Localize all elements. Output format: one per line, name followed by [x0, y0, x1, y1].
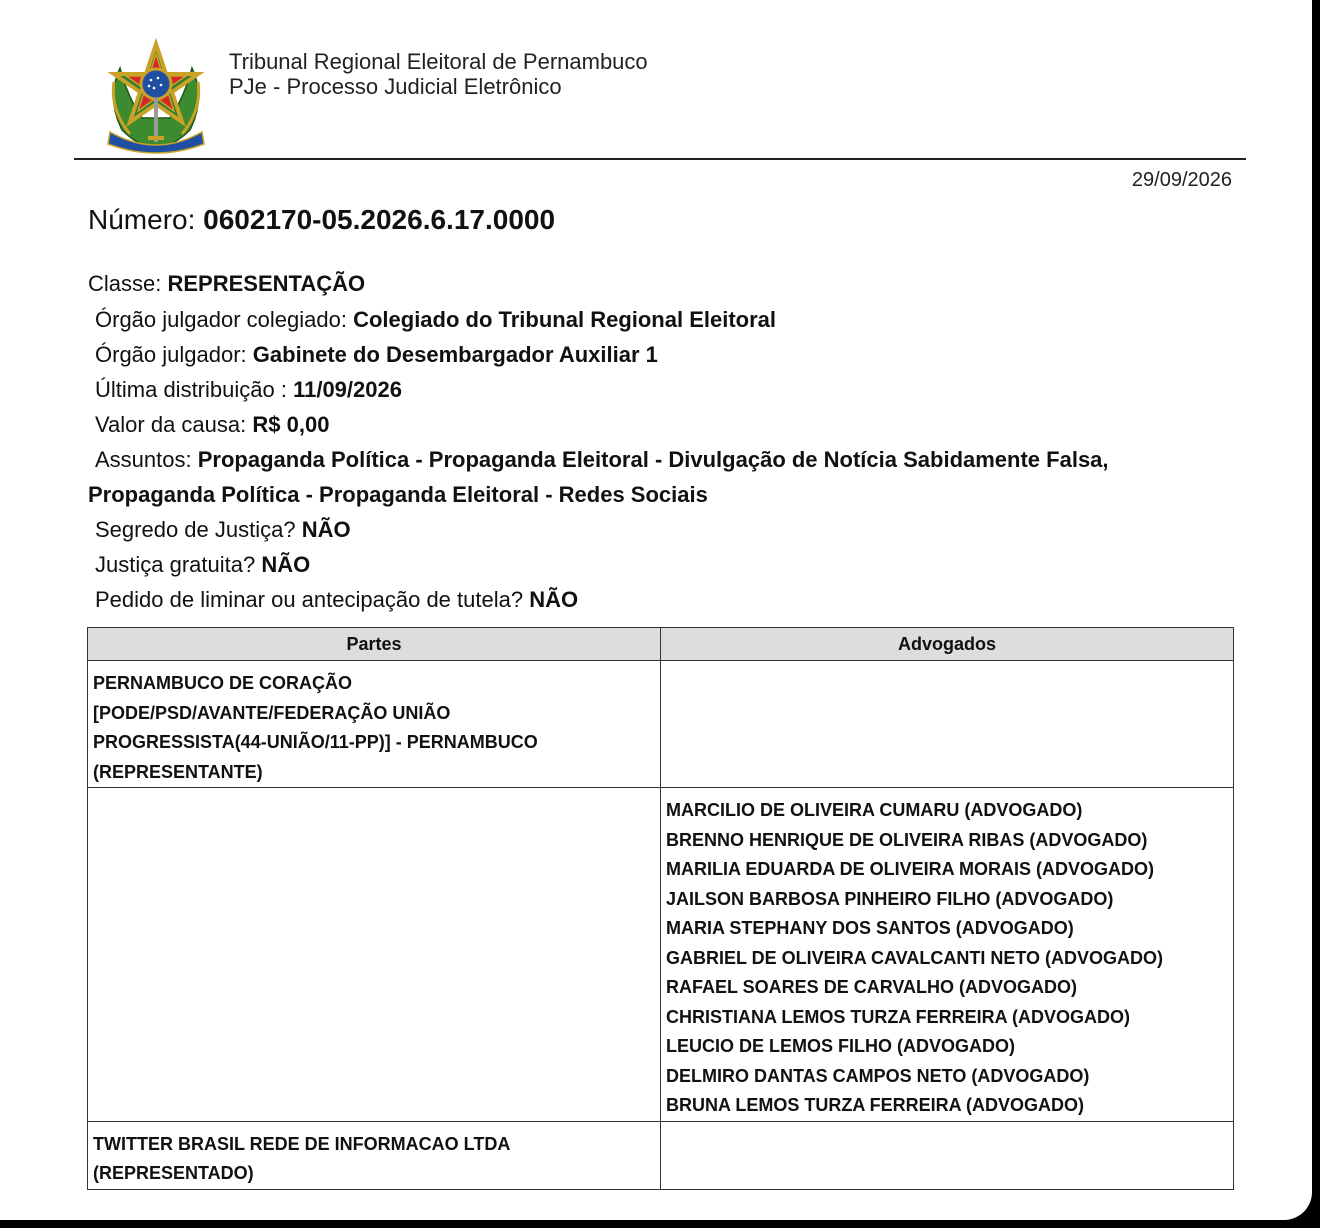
- valor-label: Valor da causa:: [95, 412, 247, 437]
- numero-label: Número:: [88, 204, 196, 235]
- header-divider: [74, 158, 1246, 160]
- table-row: [88, 1121, 1234, 1189]
- lawyer-cell: [661, 661, 1234, 788]
- orgao-colegiado-value: Colegiado do Tribunal Regional Eleitoral: [353, 307, 777, 332]
- lawyer-name: RAFAEL SOARES DE CARVALHO (ADVOGADO): [666, 977, 1078, 997]
- party-line: (REPRESENTADO): [93, 1163, 254, 1183]
- gratuita-label: Justiça gratuita?: [95, 552, 256, 577]
- orgao-field: [95, 342, 658, 368]
- segredo-label: Segredo de Justiça?: [95, 517, 296, 542]
- assuntos-value-line2: Propaganda Política - Propaganda Eleitoral - Redes Sociais: [88, 482, 708, 507]
- party-line: PERNAMBUCO DE CORAÇÃO: [93, 673, 353, 693]
- lawyer-name: MARCILIO DE OLIVEIRA CUMARU (ADVOGADO): [666, 800, 1083, 820]
- court-name: Tribunal Regional Eleitoral de Pernambuco: [229, 49, 648, 74]
- valor-value: R$ 0,00: [252, 412, 330, 437]
- assuntos-label: Assuntos:: [95, 447, 192, 472]
- brazil-coat-of-arms-icon: [100, 38, 212, 156]
- parties-table: [87, 627, 1234, 1190]
- process-number: [88, 204, 555, 236]
- lawyer-name: CHRISTIANA LEMOS TURZA FERREIRA (ADVOGADO): [666, 1006, 1130, 1027]
- system-name: PJe - Processo Judicial Eletrônico: [229, 74, 562, 99]
- header-advogados: Advogados: [661, 628, 1234, 661]
- segredo-value: NÃO: [301, 517, 351, 542]
- lawyer-name: LEUCIO DE LEMOS FILHO (ADVOGADO): [666, 1036, 1015, 1056]
- lawyer-name: GABRIEL DE OLIVEIRA CAVALCANTI NETO (ADVOGADO): [666, 947, 1164, 968]
- classe-value: REPRESENTAÇÃO: [167, 271, 366, 296]
- party-cell: [88, 788, 661, 1122]
- lawyer-name: BRENNO HENRIQUE DE OLIVEIRA RIBAS (ADVOGADO): [666, 829, 1148, 850]
- classe-label: Classe:: [88, 271, 162, 296]
- orgao-label: Órgão julgador:: [95, 342, 247, 367]
- numero-value: 0602170-05.2026.6.17.0000: [203, 204, 556, 235]
- lawyer-name: JAILSON BARBOSA PINHEIRO FILHO (ADVOGADO): [666, 888, 1114, 909]
- lawyer-name: MARIA STEPHANY DOS SANTOS (ADVOGADO): [666, 918, 1074, 938]
- liminar-field: [95, 587, 578, 613]
- lawyer-cell: [661, 1121, 1234, 1189]
- table-row: [88, 661, 1234, 788]
- orgao-value: Gabinete do Desembargador Auxiliar 1: [252, 342, 658, 367]
- orgao-colegiado-label: Órgão julgador colegiado:: [95, 307, 347, 332]
- assuntos-field: [95, 447, 1109, 473]
- party-line: (REPRESENTANTE): [93, 761, 263, 782]
- lawyer-name: BRUNA LEMOS TURZA FERREIRA (ADVOGADO): [666, 1095, 1084, 1115]
- segredo-field: [95, 517, 351, 543]
- header-partes: Partes: [88, 628, 661, 661]
- party-cell: [88, 1121, 661, 1189]
- valor-field: [95, 412, 329, 438]
- party-line: [PODE/PSD/AVANTE/FEDERAÇÃO UNIÃO: [93, 702, 451, 723]
- orgao-colegiado-field: [95, 307, 776, 333]
- table-header-row: [88, 628, 1234, 661]
- distribuicao-field: [95, 377, 402, 403]
- lawyer-name: DELMIRO DANTAS CAMPOS NETO (ADVOGADO): [666, 1065, 1090, 1086]
- gratuita-field: [95, 552, 310, 578]
- lawyer-cell: [661, 788, 1234, 1122]
- party-cell: [88, 661, 661, 788]
- liminar-value: NÃO: [529, 587, 579, 612]
- classe-field: [88, 271, 365, 297]
- court-header: [229, 49, 648, 99]
- liminar-label: Pedido de liminar ou antecipação de tutela?: [95, 587, 524, 612]
- lawyer-name: MARILIA EDUARDA DE OLIVEIRA MORAIS (ADVOGADO): [666, 859, 1154, 879]
- party-line: TWITTER BRASIL REDE DE INFORMACAO LTDA: [93, 1133, 511, 1154]
- party-line: PROGRESSISTA(44-UNIÃO/11-PP)] - PERNAMBUCO: [93, 732, 538, 752]
- table-row: [88, 788, 1234, 1122]
- gratuita-value: NÃO: [261, 552, 311, 577]
- distribuicao-label: Última distribuição :: [95, 377, 287, 402]
- assuntos-continuation: [88, 482, 708, 508]
- document-date: 29/09/2026: [1131, 169, 1232, 191]
- distribuicao-value: 11/09/2026: [293, 377, 402, 402]
- assuntos-value-line1: Propaganda Política - Propaganda Eleitoral - Divulgação de Notícia Sabidamente Falsa,: [197, 447, 1109, 472]
